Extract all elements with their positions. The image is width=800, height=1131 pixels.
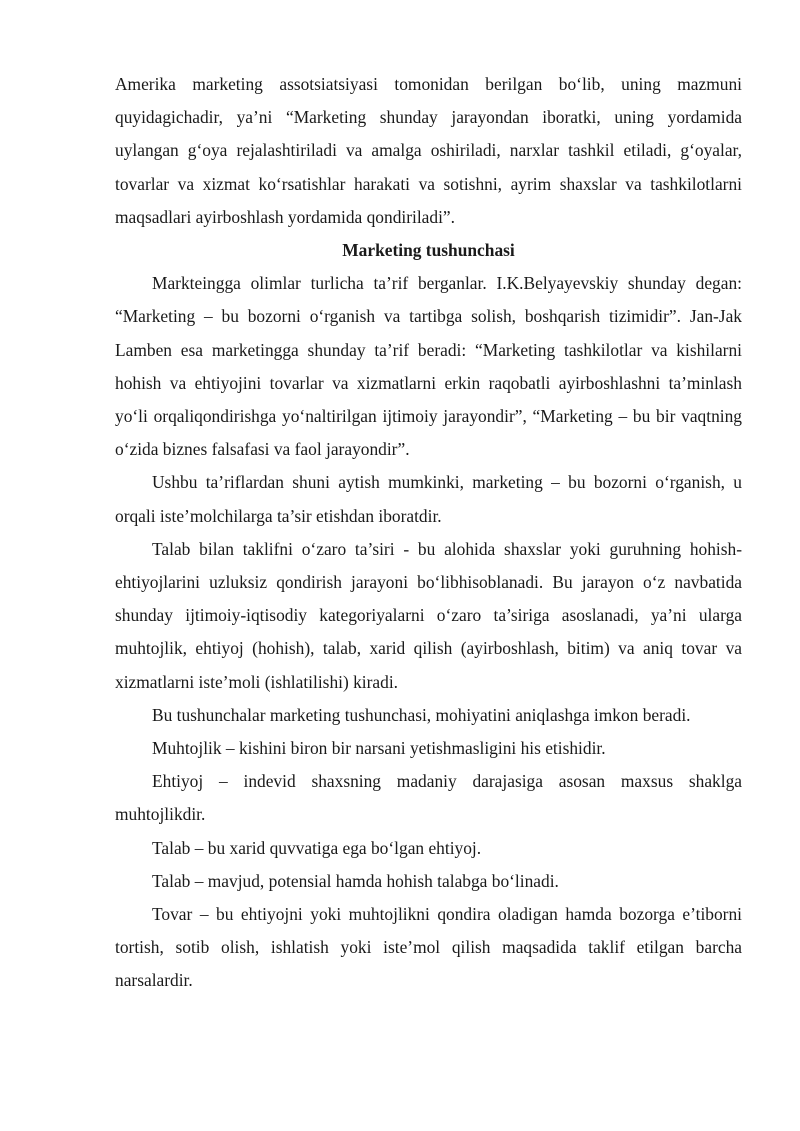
intro-paragraph: Amerika marketing assotsiatsiyasi tomonidan berilgan bo‘lib, uning mazmuni quyidagichadir, ya’ni “Marketing shunday jarayondan iboratki, uning yordamida uylangan g‘oya rejalashtiriladi va amalga oshiriladi, narxlar tashkil etiladi, g‘oyalar, tovarlar va xizmat ko‘rsatishlar harakati va sotishni, ayrim shaxslar va tashkilotlarni maqsadlari ayirboshlash yordamida qondiriladi”. [115, 74, 742, 227]
paragraph-product: Tovar – bu ehtiyojni yoki muhtojlikni qondira oladigan hamda bozorga e’tiborni tortish, sotib olish, ishlatish yoki iste’mol qilish maqsadida taklif etilgan barcha narsalardir. [115, 904, 742, 991]
paragraph-need: Muhtojlik – kishini biron bir narsani yetishmasligini his etishidir. [152, 738, 606, 759]
paragraph-demand-types: Talab – mavjud, potensial hamda hohish talabga bo‘linadi. [152, 870, 559, 891]
document-page [115, 68, 742, 998]
paragraph-definitions: Markteingga olimlar turlicha ta’rif berganlar. I.K.Belyayevskiy shunday degan: “Marketing – bu bozorni o‘rganish va tartibga solish, boshqarish tizimidir”. Jan-Jak Lamben esa marketingga shunday ta’rif beradi: “Marketing tashkilotlar va kishilarni hohish va ehtiyojini tovarlar va xizmatlarni erkin raqobatli ayirboshlashni ta’minlash yo‘li orqaliqondirishga yo‘naltirilgan ijtimoiy jarayondir”, “Marketing – bu bir vaqtning o‘zida biznes falsafasi va faol jarayondir”. [115, 273, 742, 460]
paragraph-concepts: Bu tushunchalar marketing tushunchasi, mohiyatini aniqlashga imkon beradi. [152, 704, 691, 725]
paragraph-demand: Talab – bu xarid quvvatiga ega bo‘lgan ehtiyoj. [152, 837, 482, 858]
paragraph-want: Ehtiyoj – indevid shaxsning madaniy darajasiga asosan maxsus shaklga muhtojlikdir. [115, 771, 742, 825]
section-heading: Marketing tushunchasi [342, 240, 515, 261]
paragraph-supply-demand: Talab bilan taklifni o‘zaro ta’siri - bu alohida shaxslar yoki guruhning hohish-ehtiyojlarini uzluksiz qondirish jarayoni bo‘libhisoblanadi. Bu jarayon o‘z navbatida shunday ijtimoiy-iqtisodiy kategoriyalarni o‘zaro ta’siriga asoslanadi, ya’ni ularga muhtojlik, ehtiyoj (hohish), talab, xarid qilish (ayirboshlash, bitim) va aniq tovar va xizmatlarni iste’moli (ishlatilishi) kiradi. [115, 538, 742, 692]
paragraph-summary: Ushbu ta’riflardan shuni aytish mumkinki, marketing – bu bozorni o‘rganish, u orqali iste’molchilarga ta’sir etishdan iboratdir. [115, 472, 742, 526]
